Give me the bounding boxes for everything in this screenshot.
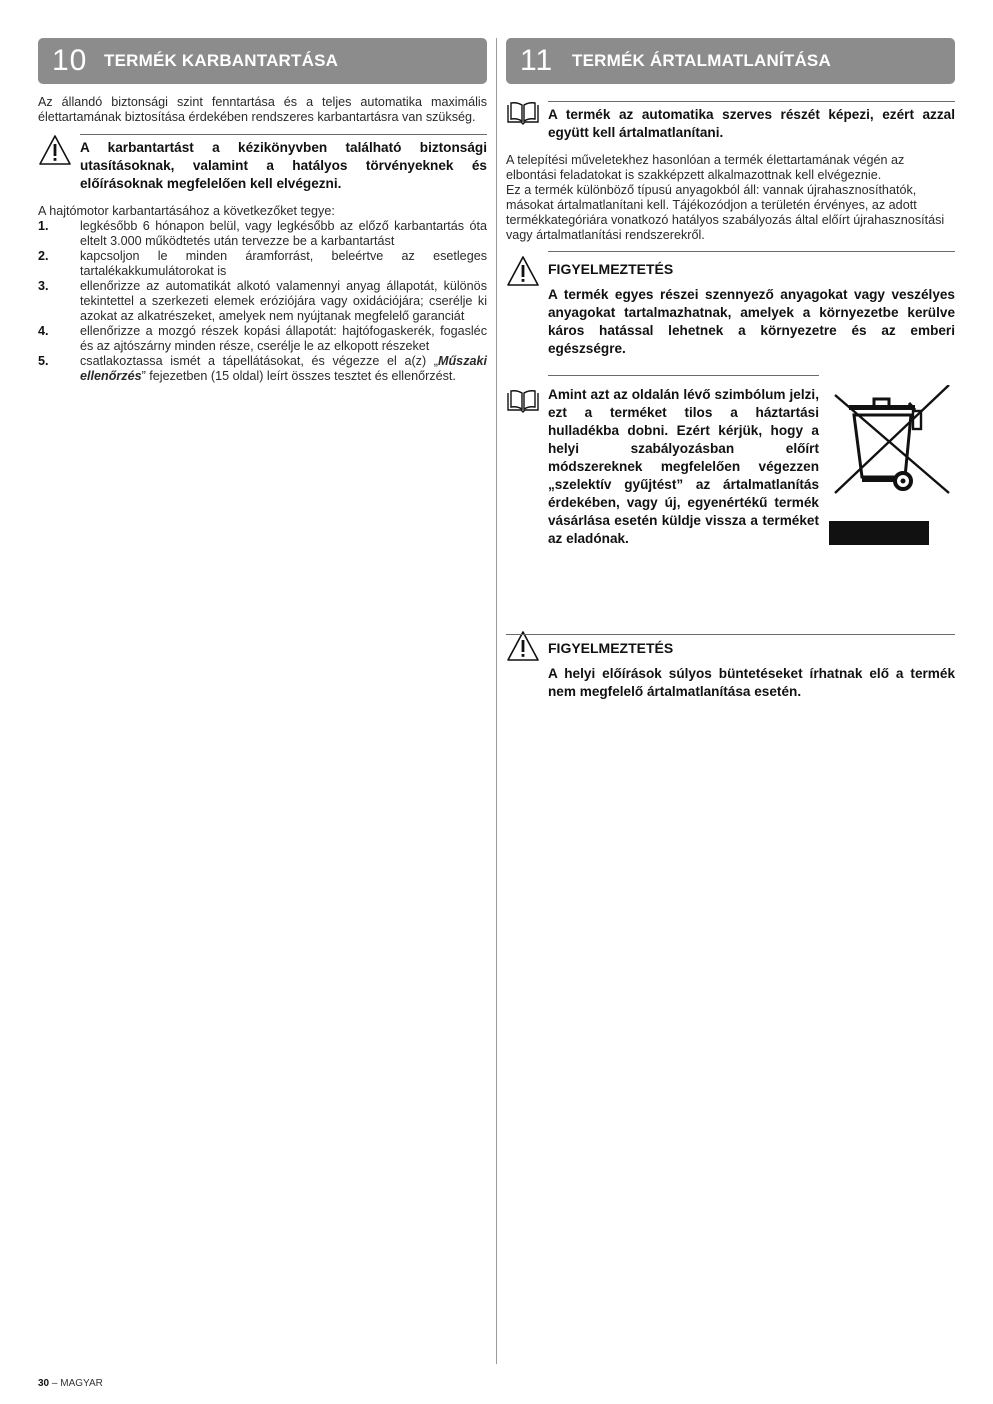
list-item: 1. legkésőbb 6 hónapon belül, vagy legkésőbb az előző karbantartás óta eltelt 3.000 működtetés után tervezze be a karbantartást bbox=[38, 219, 487, 248]
disposal-note-text: A termék az automatika szerves részét képezi, ezért azzal együtt kell ártalmatlanítani. bbox=[548, 107, 955, 140]
disposal-warning-1 bbox=[506, 251, 955, 358]
disposal-note bbox=[506, 101, 955, 142]
maintenance-warning-text: A karbantartást a kézikönyvben található biztonsági utasításoknak, valamint a hatályos törvényeknek és előírásoknak megfelelően kell elvégezni. bbox=[80, 140, 487, 191]
disposal-warning-2 bbox=[506, 634, 955, 701]
section-maintenance bbox=[38, 38, 487, 384]
section-title: TERMÉK ÁRTALMATLANÍTÁSA bbox=[572, 51, 831, 70]
maintenance-warning bbox=[38, 134, 487, 193]
section-title: TERMÉK KARBANTARTÁSA bbox=[104, 51, 339, 70]
weee-bar bbox=[829, 521, 929, 545]
section-number: 11 bbox=[520, 44, 554, 77]
warning-title: FIGYELMEZTETÉS bbox=[548, 640, 674, 656]
warning-triangle-icon bbox=[38, 134, 80, 171]
list-intro: A hajtómotor karbantartásához a következőket tegye: bbox=[38, 204, 335, 218]
list-item: 5. csatlakoztassa ismét a tápellátásokat, és végezze el a(z) „Műszaki ellenőrzés” fejezetben (15 oldal) leírt összes tesztet és ellenőrzést. bbox=[38, 354, 487, 383]
warning-triangle-icon bbox=[506, 251, 548, 292]
book-icon bbox=[506, 375, 548, 418]
page-footer bbox=[38, 1378, 103, 1389]
list-item: 4. ellenőrizze a mozgó részek kopási állapotát: hajtófogaskerék, fogasléc és az ajtószárny minden része, cserélje le az elkopott részeket bbox=[38, 324, 487, 353]
section-header-11 bbox=[506, 38, 955, 84]
section-number: 10 bbox=[52, 44, 88, 77]
language-label: – MAGYAR bbox=[49, 1378, 103, 1389]
list-item: 3. ellenőrizze az automatikát alkotó valamennyi anyag állapotát, különös tekintettel a szerkezeti elemek eróziójára vagy oxidációjára; cserélje ki azokat az alkatrészeket, amelyek nem nyújtanak megfelelő garanciát bbox=[38, 279, 487, 323]
weee-note-text: Amint azt az oldalán lévő szimbólum jelzi, ezt a terméket tilos a háztartási hulladékba dobni. Ezért kérjük, hogy a helyi szabályozásban előírt módszereknek megfelelően végezzen „szelektív gyűjtést” az ártalmatlanítás érdekében, vagy új, egyenértékű termék vásárlása esetén küldje vissza a terméket az eladónak. bbox=[548, 387, 819, 546]
disposal-para-2: Ez a termék különböző típusú anyagokból áll: vannak újrahasznosíthatók, másokat ártalmatlanítani kell. Tájékozódjon a területén érvényes, az adott termékkategóriára vonatkozó hatályos szabályozás által előírt újrahasznosítási vagy ártalmatlanítási rendszerekről. bbox=[506, 183, 945, 242]
page-number: 30 bbox=[38, 1378, 50, 1389]
column-divider bbox=[496, 38, 497, 1364]
list-item: 2. kapcsoljon le minden áramforrást, beleértve az esetleges tartalékakkumulátorokat is bbox=[38, 249, 487, 278]
maintenance-steps bbox=[38, 219, 487, 384]
warning-triangle-icon bbox=[506, 634, 548, 667]
warning-text: A termék egyes részei szennyező anyagokat vagy veszélyes anyagokat tartalmazhatnak, amelyek a környezetbe kerülve káros hatással lehetnek a környezetre és az emberi egészségre. bbox=[548, 287, 955, 356]
maintenance-intro: Az állandó biztonsági szint fenntartása és a teljes automatika maximális élettartamának biztosítása érdekében rendszeres karbantartásra van szükség. bbox=[38, 95, 487, 124]
warning-title: FIGYELMEZTETÉS bbox=[548, 261, 674, 277]
crossed-bin-icon bbox=[829, 375, 965, 548]
warning-text: A helyi előírások súlyos büntetéseket írhatnak elő a termék nem megfelelő ártalmatlanítása esetén. bbox=[548, 666, 955, 699]
weee-note bbox=[506, 375, 955, 548]
cross-reference: Műszaki ellenőrzés bbox=[80, 354, 487, 383]
section-disposal bbox=[506, 38, 955, 701]
book-icon bbox=[506, 101, 548, 130]
disposal-para-1: A telepítési műveletekhez hasonlóan a termék élettartamának végén az elbontási feladatokat is szakképzett alkalmazottnak kell elvégeznie. bbox=[506, 153, 905, 182]
section-header-10 bbox=[38, 38, 487, 84]
